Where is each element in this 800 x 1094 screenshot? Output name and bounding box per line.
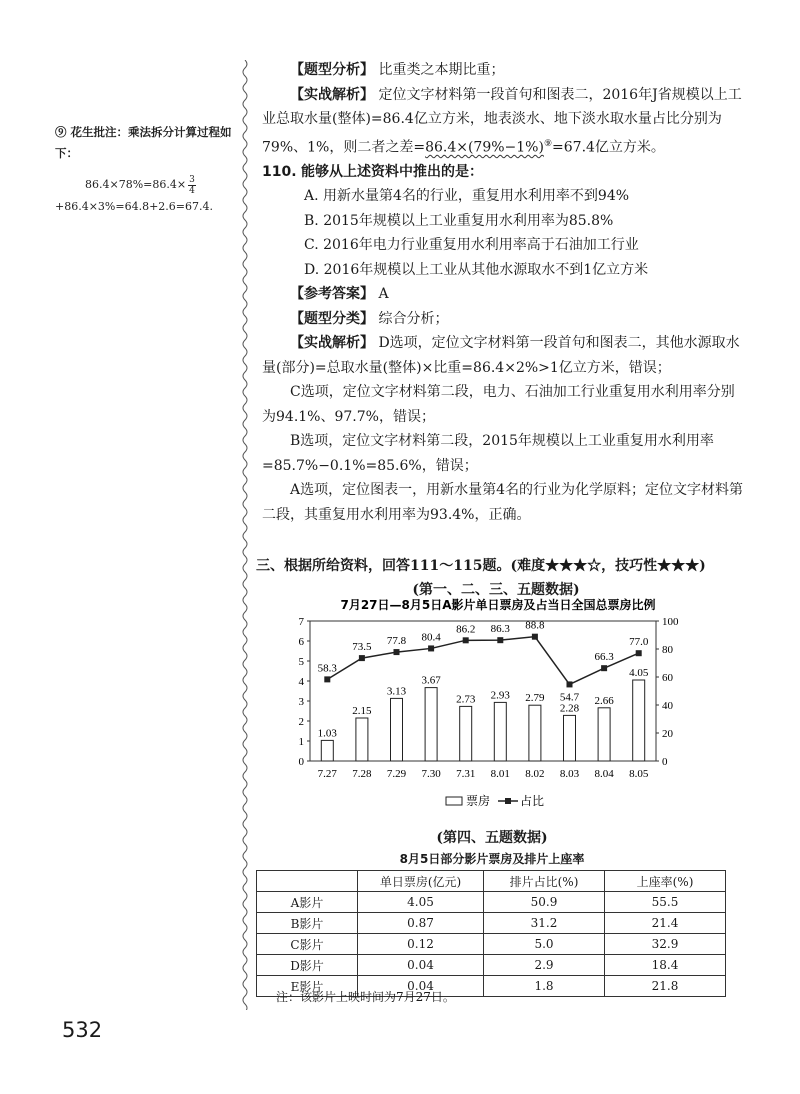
line-data-label: 54.7 bbox=[559, 691, 580, 704]
bar-data-label: 3.67 bbox=[421, 674, 441, 687]
bar-data-label: 4.05 bbox=[629, 667, 649, 679]
table-cell: 0.12 bbox=[358, 934, 484, 955]
table-cell: 32.9 bbox=[605, 934, 726, 955]
table-row-label: B影片 bbox=[257, 913, 358, 934]
q109-wavy-formula: 86.4×(79%−1%) bbox=[425, 139, 544, 156]
table-header-row bbox=[257, 871, 726, 892]
table-header-cell: 排片占比(%) bbox=[484, 871, 605, 892]
y-right-tick-label: 40 bbox=[662, 700, 673, 712]
q109-analysis-text-b: =67.4亿立方米。 bbox=[552, 139, 665, 156]
side-note-line2: +86.4×3%=64.8+2.6=67.4. bbox=[55, 199, 214, 213]
q110-stem-line bbox=[262, 160, 747, 185]
q110-analysis-d-text: D选项，定位文字材料第一段首句和图表二，其他水源取水量(部分)=总取水量(整体)×比重=86.4×2%>1亿立方米，错误； bbox=[262, 335, 740, 376]
x-tick-label: 8.04 bbox=[594, 768, 614, 780]
table-cell: 0.87 bbox=[358, 913, 484, 934]
x-tick-label: 8.02 bbox=[525, 768, 545, 780]
fraction-numerator: 3 bbox=[189, 174, 195, 185]
q109-type-label: 【题型分析】 bbox=[290, 62, 374, 78]
q110-analysis-b: B选项，定位文字材料第二段，2015年规模以上工业重复用水利用率=85.7%−0.1%=85.6%，错误； bbox=[262, 433, 714, 474]
table-cell: 31.2 bbox=[484, 913, 605, 934]
bar-box-office bbox=[564, 715, 576, 761]
fraction-denominator: 4 bbox=[189, 185, 195, 196]
x-tick-label: 7.29 bbox=[386, 768, 407, 780]
bar-data-label: 2.15 bbox=[352, 705, 372, 717]
section-subheading: (第一、二、三、五题数据) bbox=[412, 582, 580, 598]
bar-data-label: 2.93 bbox=[490, 689, 510, 702]
line-data-label: 73.5 bbox=[352, 641, 372, 654]
x-tick-label: 7.30 bbox=[421, 768, 441, 780]
legend-bar-label: 票房 bbox=[466, 794, 491, 808]
chart-svg bbox=[258, 595, 738, 827]
table-header-cell bbox=[257, 871, 358, 892]
bar-box-office bbox=[321, 740, 333, 761]
table-subheading: (第四、五题数据) bbox=[436, 830, 548, 846]
q110-option-d: D. 2016年规模以上工业从其他水源取水不到1亿立方米 bbox=[304, 261, 649, 278]
y-left-tick-label: 7 bbox=[298, 616, 304, 628]
footnote: 注：该影片上映时间为7月27日。 bbox=[276, 990, 455, 1004]
x-tick-label: 7.28 bbox=[352, 768, 372, 780]
q109-analysis-label: 【实战解析】 bbox=[290, 86, 374, 103]
line-data-label: 66.3 bbox=[594, 651, 614, 664]
side-annotation bbox=[55, 122, 245, 217]
side-note-line1-text: 86.4×78%=86.4× bbox=[85, 178, 187, 191]
chart-title: 7月27日—8月5日A影片单日票房及占当日全国总票房比例 bbox=[340, 598, 656, 612]
line-point-marker bbox=[324, 676, 330, 682]
line-data-label: 80.4 bbox=[421, 631, 441, 644]
q110-type-label: 【题型分类】 bbox=[290, 310, 374, 327]
side-note-title: ⑨ 花生批注：乘法拆分计算过程如下： bbox=[55, 125, 232, 160]
y-left-tick-label: 4 bbox=[298, 676, 304, 688]
line-point-marker bbox=[532, 634, 538, 640]
bar-box-office bbox=[391, 698, 403, 761]
table-cell: 2.9 bbox=[484, 955, 605, 976]
bar-box-office bbox=[633, 680, 645, 761]
q110-analysis-c: C选项，定位文字材料第二段，电力、石油加工行业重复用水利用率分别为94.1%、97.7%，错误； bbox=[262, 384, 735, 425]
bar-box-office bbox=[425, 688, 437, 761]
line-point-marker bbox=[463, 637, 469, 643]
x-tick-label: 8.05 bbox=[629, 768, 649, 780]
q110-stem: 能够从上述资料中推出的是： bbox=[301, 163, 483, 180]
q110-type-line bbox=[262, 307, 747, 332]
box-office-chart bbox=[258, 595, 738, 827]
legend-line-marker bbox=[505, 798, 511, 804]
line-point-marker bbox=[636, 650, 642, 656]
q109-analysis-text-a: 定位文字材料第一段首句和图表二，2016年J省规模以上工业总取水量(整体)=86.4亿立方米，地表淡水、地下淡水取水量占比分别为79%、1%，则二者之差= bbox=[262, 86, 742, 156]
side-note-line1 bbox=[55, 174, 245, 196]
y-right-tick-label: 0 bbox=[662, 756, 668, 768]
x-tick-label: 7.27 bbox=[317, 768, 337, 780]
y-left-tick-label: 3 bbox=[298, 696, 304, 708]
table-header-cell: 上座率(%) bbox=[605, 871, 726, 892]
line-data-label: 86.2 bbox=[456, 623, 476, 636]
table-cell: 21.4 bbox=[605, 913, 726, 934]
table-row bbox=[257, 892, 726, 913]
q110-answer-line bbox=[262, 282, 747, 307]
line-data-label: 58.3 bbox=[317, 662, 337, 675]
line-point-marker bbox=[601, 665, 607, 671]
section-heading: 三、根据所给资料，回答111～115题。(难度★★★☆，技巧性★★★) bbox=[256, 558, 706, 574]
x-tick-label: 7.31 bbox=[456, 768, 476, 780]
line-data-label: 86.3 bbox=[490, 623, 510, 636]
line-data-label: 77.8 bbox=[386, 635, 407, 648]
y-left-tick-label: 0 bbox=[298, 756, 304, 768]
table-row-label: C影片 bbox=[257, 934, 358, 955]
line-point-marker bbox=[394, 649, 400, 655]
q110-type-text: 综合分析； bbox=[378, 310, 449, 327]
legend-line-label: 占比 bbox=[520, 794, 545, 808]
table-cell: 50.9 bbox=[484, 892, 605, 913]
table-cell: 55.5 bbox=[605, 892, 726, 913]
q110-option-c: C. 2016年电力行业重复用水利用率高于石油加工行业 bbox=[304, 237, 639, 254]
table-cell: 1.8 bbox=[484, 976, 605, 997]
q110-analysis-label: 【实战解析】 bbox=[290, 335, 374, 352]
table-cell: 5.0 bbox=[484, 934, 605, 955]
bar-box-office bbox=[356, 718, 368, 761]
q110-number: 110. bbox=[262, 163, 297, 180]
y-right-tick-label: 100 bbox=[662, 616, 679, 628]
q110-option-b: B. 2015年规模以上工业重复用水利用率为85.8% bbox=[304, 212, 614, 229]
table-cell: 21.8 bbox=[605, 976, 726, 997]
table-section bbox=[256, 828, 728, 997]
q109-type-line bbox=[262, 58, 747, 83]
q109-type-text: 比重类之本期比重； bbox=[378, 62, 505, 78]
q110-option-a: A. 用新水量第4名的行业，重复用水利用率不到94% bbox=[304, 188, 630, 205]
table-row bbox=[257, 955, 726, 976]
bar-data-label: 2.28 bbox=[559, 702, 580, 715]
y-left-tick-label: 1 bbox=[298, 736, 304, 748]
bar-box-office bbox=[598, 708, 610, 761]
q110-answer-label: 【参考答案】 bbox=[290, 286, 374, 303]
table-cell: 0.04 bbox=[358, 976, 484, 997]
page-number: 532 bbox=[62, 1018, 103, 1042]
y-right-tick-label: 80 bbox=[662, 644, 673, 656]
q110-analysis-a: A选项，定位图表一，用新水量第4名的行业为化学原料；定位文字材料第二段，其重复用水利用率为93.4%，正确。 bbox=[262, 482, 744, 523]
table-header-cell: 单日票房(亿元) bbox=[358, 871, 484, 892]
line-data-label: 88.8 bbox=[525, 619, 545, 632]
bar-data-label: 3.13 bbox=[386, 685, 407, 698]
y-right-tick-label: 20 bbox=[662, 728, 673, 740]
main-column bbox=[262, 58, 747, 527]
bar-box-office bbox=[529, 705, 541, 761]
wavy-divider bbox=[240, 60, 250, 1010]
table-row-label: D影片 bbox=[257, 955, 358, 976]
table-cell: 4.05 bbox=[358, 892, 484, 913]
q109-note-mark: ⑨ bbox=[543, 138, 553, 149]
q110-analysis-d bbox=[262, 331, 747, 380]
y-left-tick-label: 5 bbox=[298, 656, 304, 668]
table-row-label: E影片 bbox=[257, 976, 358, 997]
table-row bbox=[257, 913, 726, 934]
bar-data-label: 2.79 bbox=[525, 692, 545, 705]
line-share-series bbox=[327, 637, 638, 685]
bar-data-label: 2.73 bbox=[456, 693, 476, 706]
bar-data-label: 1.03 bbox=[317, 727, 337, 740]
bar-box-office bbox=[494, 702, 506, 761]
q109-analysis bbox=[262, 83, 747, 160]
line-point-marker bbox=[428, 645, 434, 651]
x-tick-label: 8.03 bbox=[559, 768, 580, 780]
bar-box-office bbox=[460, 706, 472, 761]
line-point-marker bbox=[567, 681, 573, 687]
line-point-marker bbox=[359, 655, 365, 661]
side-note-fraction bbox=[188, 175, 196, 196]
table-row bbox=[257, 934, 726, 955]
section-three bbox=[256, 555, 736, 599]
x-tick-label: 8.01 bbox=[490, 768, 510, 780]
line-point-marker bbox=[497, 637, 503, 643]
y-left-tick-label: 6 bbox=[298, 636, 304, 648]
line-data-label: 77.0 bbox=[629, 636, 649, 649]
y-right-tick-label: 60 bbox=[662, 672, 673, 684]
table-cell: 0.04 bbox=[358, 955, 484, 976]
bar-data-label: 2.66 bbox=[594, 694, 614, 707]
q110-answer: A bbox=[378, 286, 389, 303]
y-left-tick-label: 2 bbox=[298, 716, 304, 728]
table-title: 8月5日部分影片票房及排片上座率 bbox=[399, 852, 585, 866]
legend-bar-swatch bbox=[446, 797, 462, 805]
film-table bbox=[256, 870, 726, 997]
table-row-label: A影片 bbox=[257, 892, 358, 913]
table-cell: 18.4 bbox=[605, 955, 726, 976]
